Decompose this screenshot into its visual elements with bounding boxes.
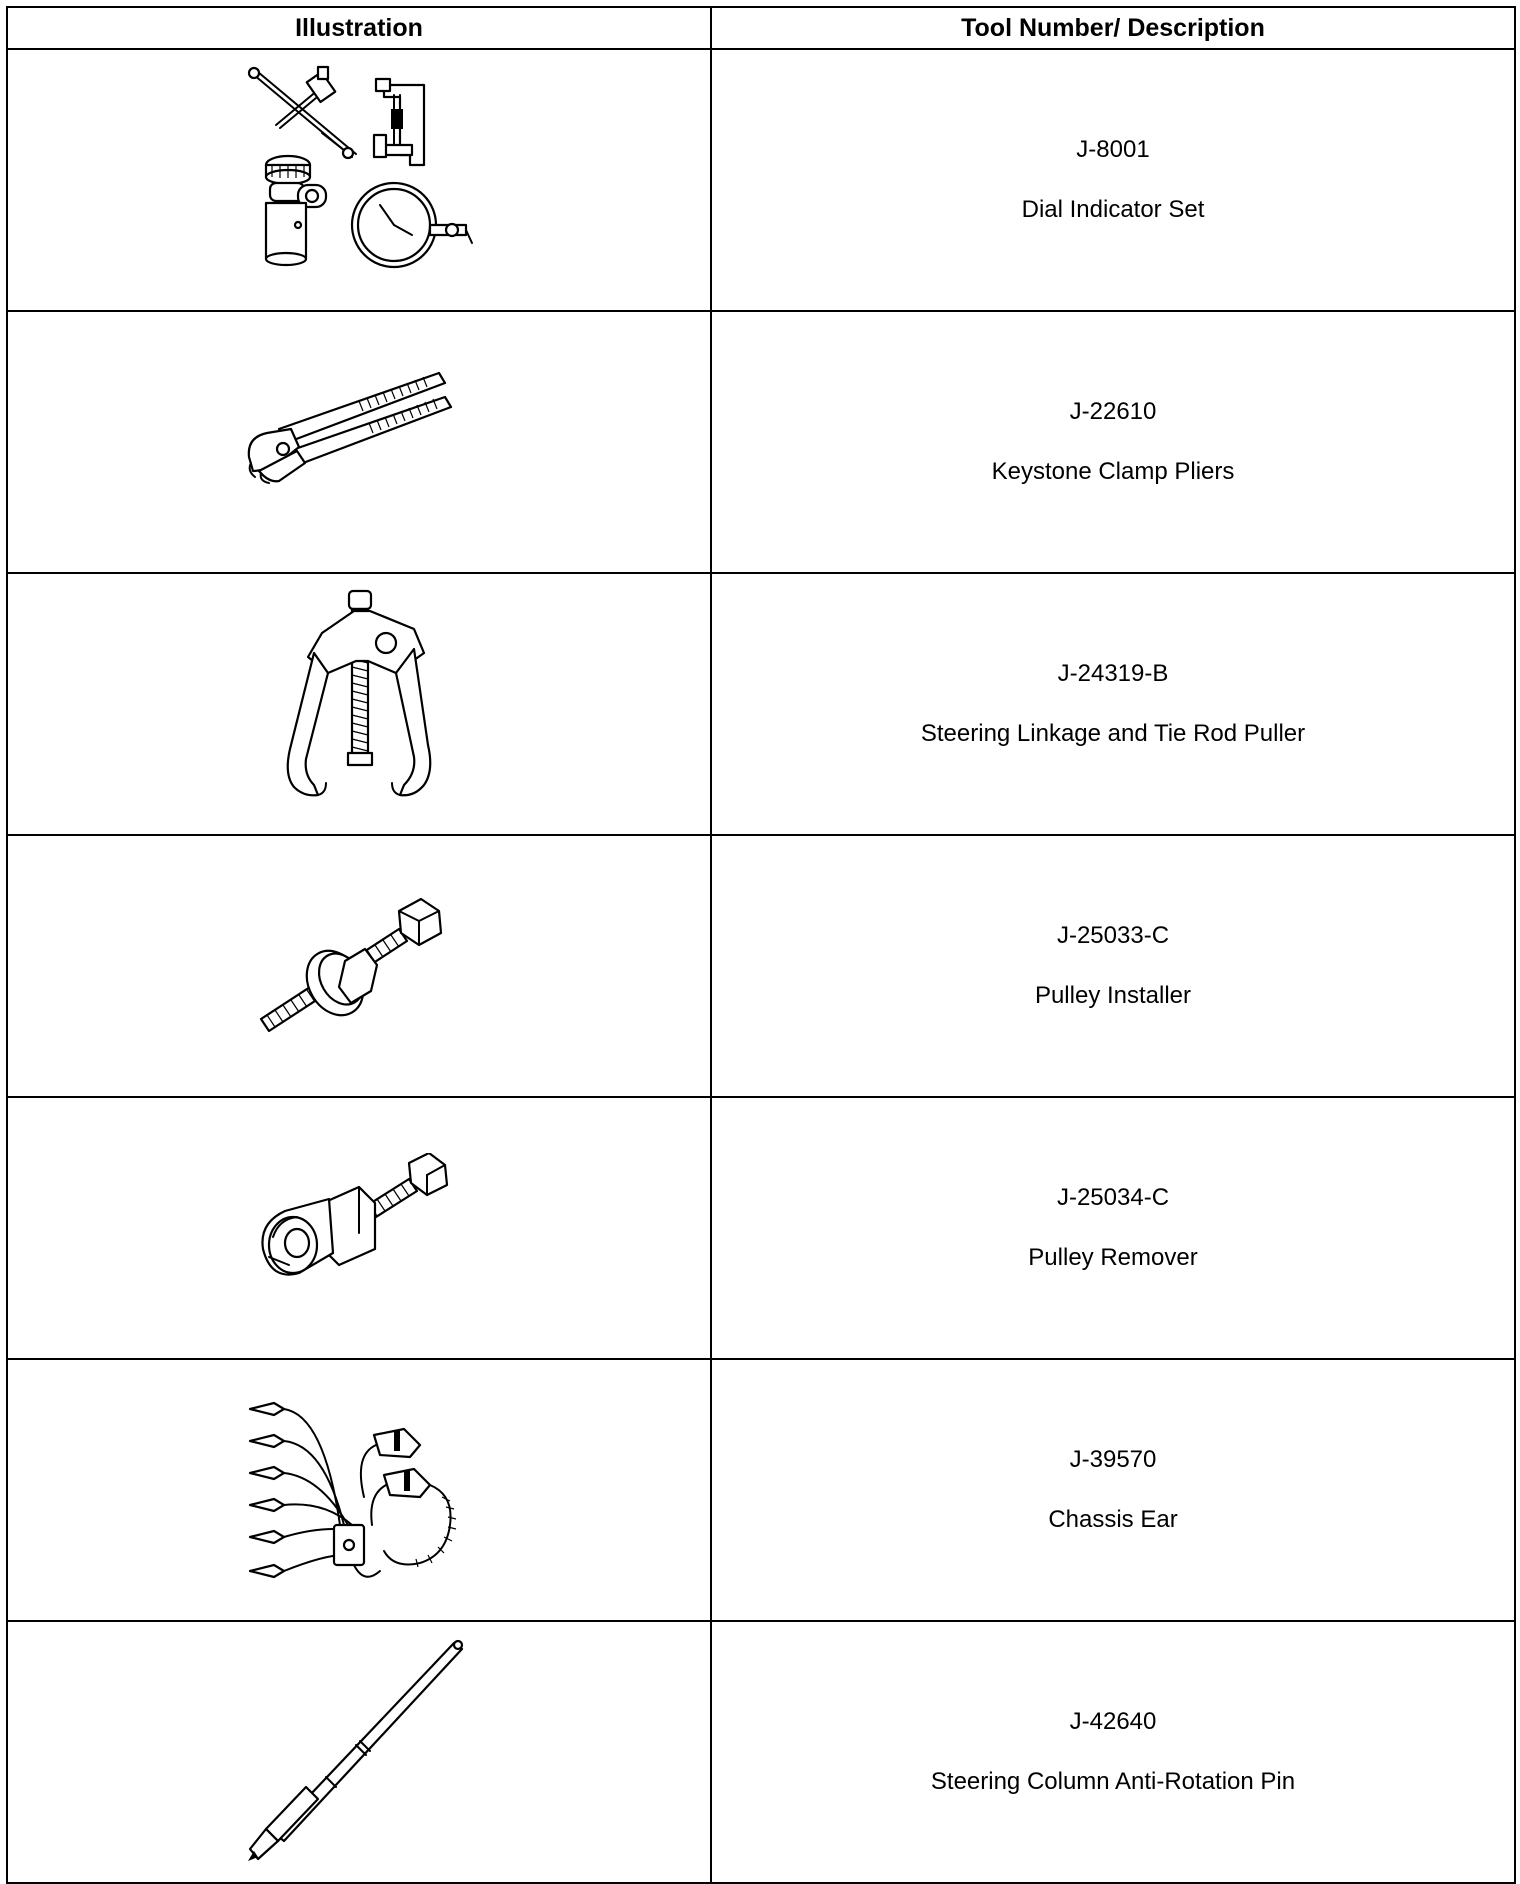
special-tools-table	[6, 6, 1516, 1884]
tool-column-header: Tool Number/ Description	[711, 7, 1515, 49]
illustration-cell	[7, 49, 711, 311]
tool-description: Keystone Clamp Pliers	[991, 458, 1235, 485]
illustration-cell	[7, 1621, 711, 1883]
tool-description-cell	[711, 49, 1515, 311]
dial-indicator-set-icon	[244, 65, 474, 295]
keystone-clamp-pliers-icon	[239, 367, 479, 517]
illustration-cell	[7, 1359, 711, 1621]
illustration-cell	[7, 835, 711, 1097]
tool-number: J-22610	[1069, 398, 1157, 425]
tool-number: J-24319-B	[1057, 660, 1169, 687]
tool-description-cell	[711, 1097, 1515, 1359]
table-row	[7, 573, 1515, 835]
tool-description: Steering Column Anti-Rotation Pin	[930, 1768, 1296, 1795]
illustration-cell	[7, 311, 711, 573]
tool-number: J-25034-C	[1056, 1184, 1170, 1211]
tool-description: Dial Indicator Set	[1021, 196, 1205, 223]
tool-description: Steering Linkage and Tie Rod Puller	[920, 720, 1306, 747]
table-row	[7, 49, 1515, 311]
tool-description-cell	[711, 1621, 1515, 1883]
tool-description-cell	[711, 311, 1515, 573]
tool-description-cell	[711, 573, 1515, 835]
special-tools-sheet	[6, 6, 1514, 1872]
tool-number: J-39570	[1069, 1446, 1157, 1473]
table-row	[7, 311, 1515, 573]
pulley-remover-icon	[249, 1153, 469, 1303]
illustration-cell	[7, 573, 711, 835]
tool-number: J-8001	[1076, 136, 1150, 163]
tool-description: Pulley Installer	[1034, 982, 1192, 1009]
table-row	[7, 1097, 1515, 1359]
chassis-ear-icon	[244, 1385, 474, 1595]
illustration-cell	[7, 1097, 711, 1359]
table-row	[7, 1621, 1515, 1883]
table-row	[7, 835, 1515, 1097]
tool-description-cell	[711, 835, 1515, 1097]
tool-number: J-25033-C	[1056, 922, 1170, 949]
tool-description-cell	[711, 1359, 1515, 1621]
tool-description: Chassis Ear	[1048, 1506, 1178, 1533]
illustration-column-header: Illustration	[7, 7, 711, 49]
table-header-row	[7, 7, 1515, 49]
tool-number: J-42640	[1069, 1708, 1157, 1735]
anti-rotation-pin-icon	[244, 1637, 474, 1867]
pulley-installer-icon	[249, 891, 469, 1041]
tie-rod-puller-icon	[264, 589, 454, 819]
tool-description: Pulley Remover	[1028, 1244, 1198, 1271]
table-row	[7, 1359, 1515, 1621]
